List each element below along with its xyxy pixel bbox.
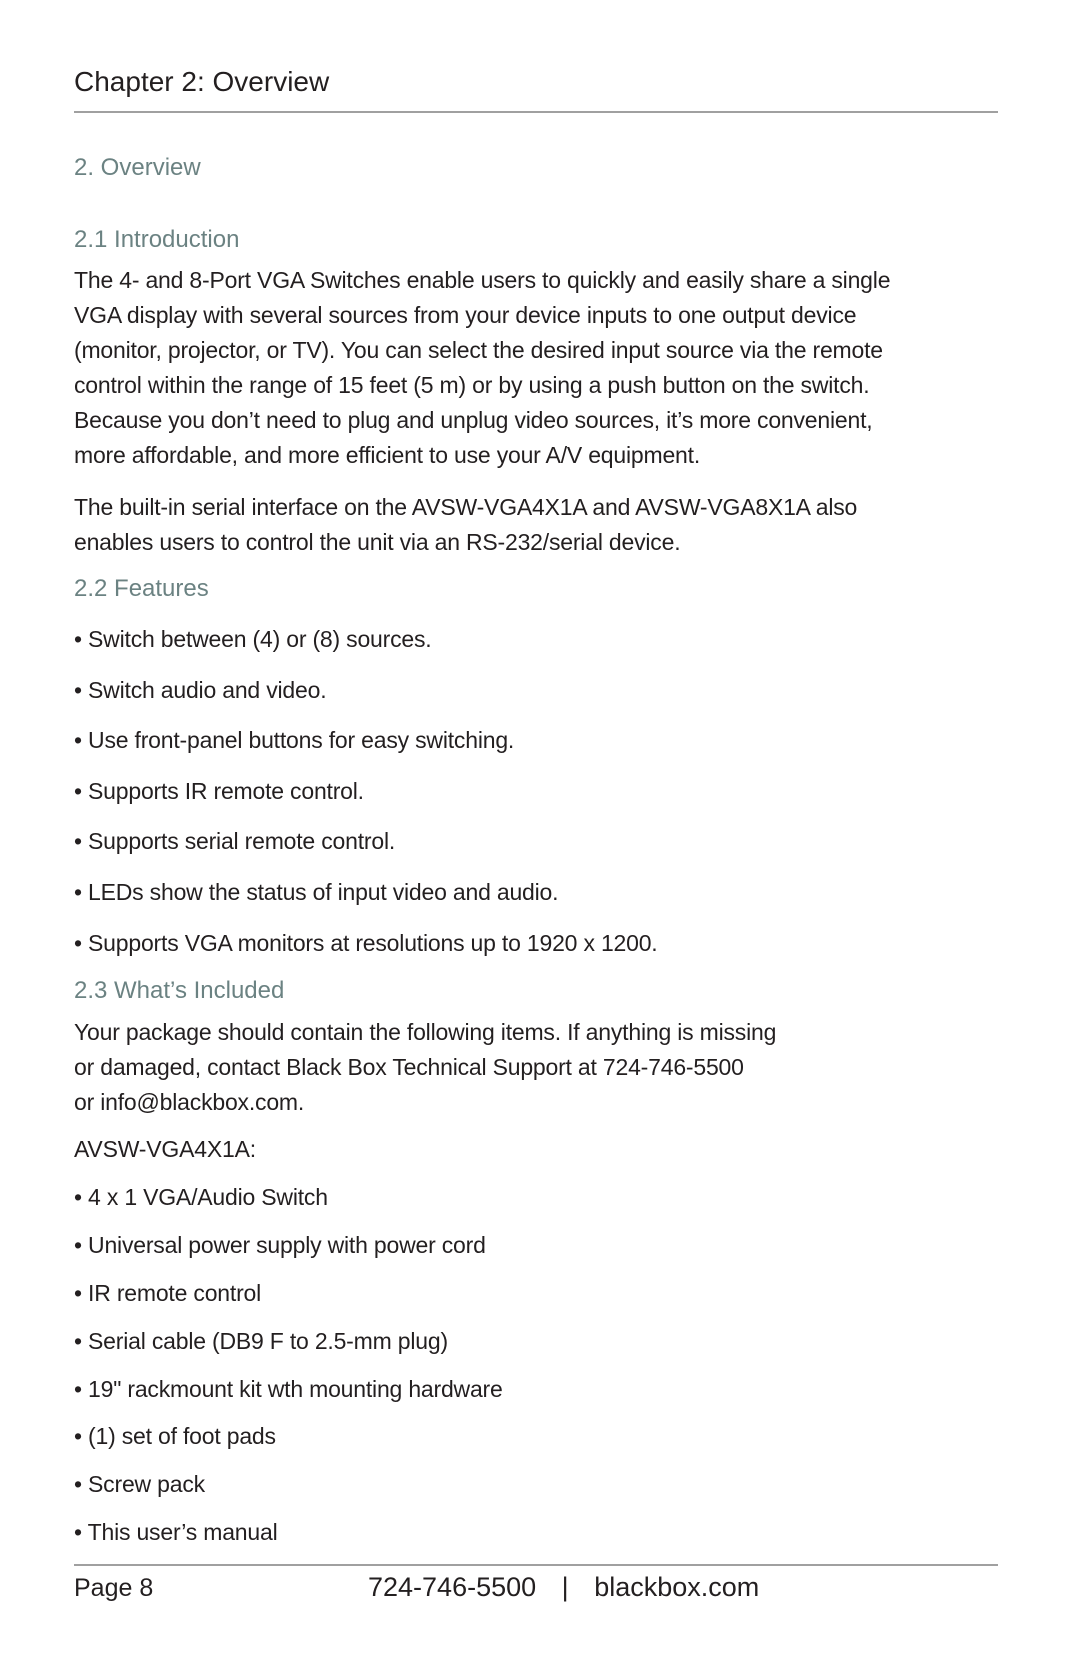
features-list: [74, 622, 658, 976]
text-line: The built-in serial interface on the AVSW-VGA4X1A and AVSW-VGA8X1A also: [74, 494, 858, 520]
text-line: The 4- and 8-Port VGA Switches enable users to quickly and easily share a single: [74, 267, 891, 293]
page-number: Page 8: [74, 1574, 154, 1602]
list-item: • Supports serial remote control.: [74, 828, 396, 855]
section-title: 2. Overview: [74, 154, 201, 181]
text-line: Because you don’t need to plug and unplug video sources, it’s more convenient,: [74, 407, 873, 433]
model-label: AVSW-VGA4X1A:: [74, 1136, 256, 1162]
text-line: or info@blackbox.com.: [74, 1089, 305, 1115]
footer-separator: |: [561, 1572, 569, 1602]
text-line: more affordable, and more efficient to use your A/V equipment.: [74, 442, 701, 468]
chapter-title: Chapter 2: Overview: [74, 66, 330, 97]
list-item: • (1) set of foot pads: [74, 1423, 276, 1450]
list-item: • Serial cable (DB9 F to 2.5-mm plug): [74, 1327, 448, 1354]
footer-phone: 724-746-5500: [368, 1572, 537, 1602]
list-item: • This user’s manual: [74, 1519, 278, 1546]
text-line: (monitor, projector, or TV). You can select the desired input source via the remote: [74, 337, 883, 363]
introduction-paragraph-2: [74, 490, 857, 560]
footer-website: blackbox.com: [594, 1572, 760, 1602]
list-item: • IR remote control: [74, 1279, 262, 1306]
list-item: • LEDs show the status of input video and audio.: [74, 878, 559, 905]
list-item: • Screw pack: [74, 1471, 205, 1498]
list-item: • Use front-panel buttons for easy switching.: [74, 727, 515, 754]
text-line: or damaged, contact Black Box Technical Support at 724-746-5500: [74, 1054, 744, 1080]
whats-included-heading: 2.3 What’s Included: [74, 977, 285, 1004]
list-item: • Supports IR remote control.: [74, 777, 364, 804]
footer-divider: [74, 1564, 998, 1566]
header-divider: [74, 111, 998, 113]
list-item: • 4 x 1 VGA/Audio Switch: [74, 1184, 328, 1210]
whats-included-paragraph: [74, 1015, 776, 1120]
features-heading: 2.2 Features: [74, 575, 209, 602]
introduction-paragraph-1: [74, 263, 890, 473]
text-line: control within the range of 15 feet (5 m) or by using a push button on the switch.: [74, 372, 870, 398]
list-item: • Universal power supply with power cord: [74, 1231, 486, 1258]
included-items-list: [74, 1180, 503, 1563]
list-item: • Supports VGA monitors at resolutions up to 1920 x 1200.: [74, 929, 658, 956]
list-item: • Switch audio and video.: [74, 676, 327, 703]
list-item: • Switch between (4) or (8) sources.: [74, 626, 432, 652]
list-item: • 19" rackmount kit wth mounting hardware: [74, 1375, 503, 1402]
text-line: VGA display with several sources from your device inputs to one output device: [74, 302, 857, 328]
footer-contact: [368, 1572, 759, 1603]
text-line: Your package should contain the following items. If anything is missing: [74, 1019, 777, 1045]
text-line: enables users to control the unit via an RS-232/serial device.: [74, 529, 681, 555]
introduction-heading: 2.1 Introduction: [74, 226, 240, 253]
